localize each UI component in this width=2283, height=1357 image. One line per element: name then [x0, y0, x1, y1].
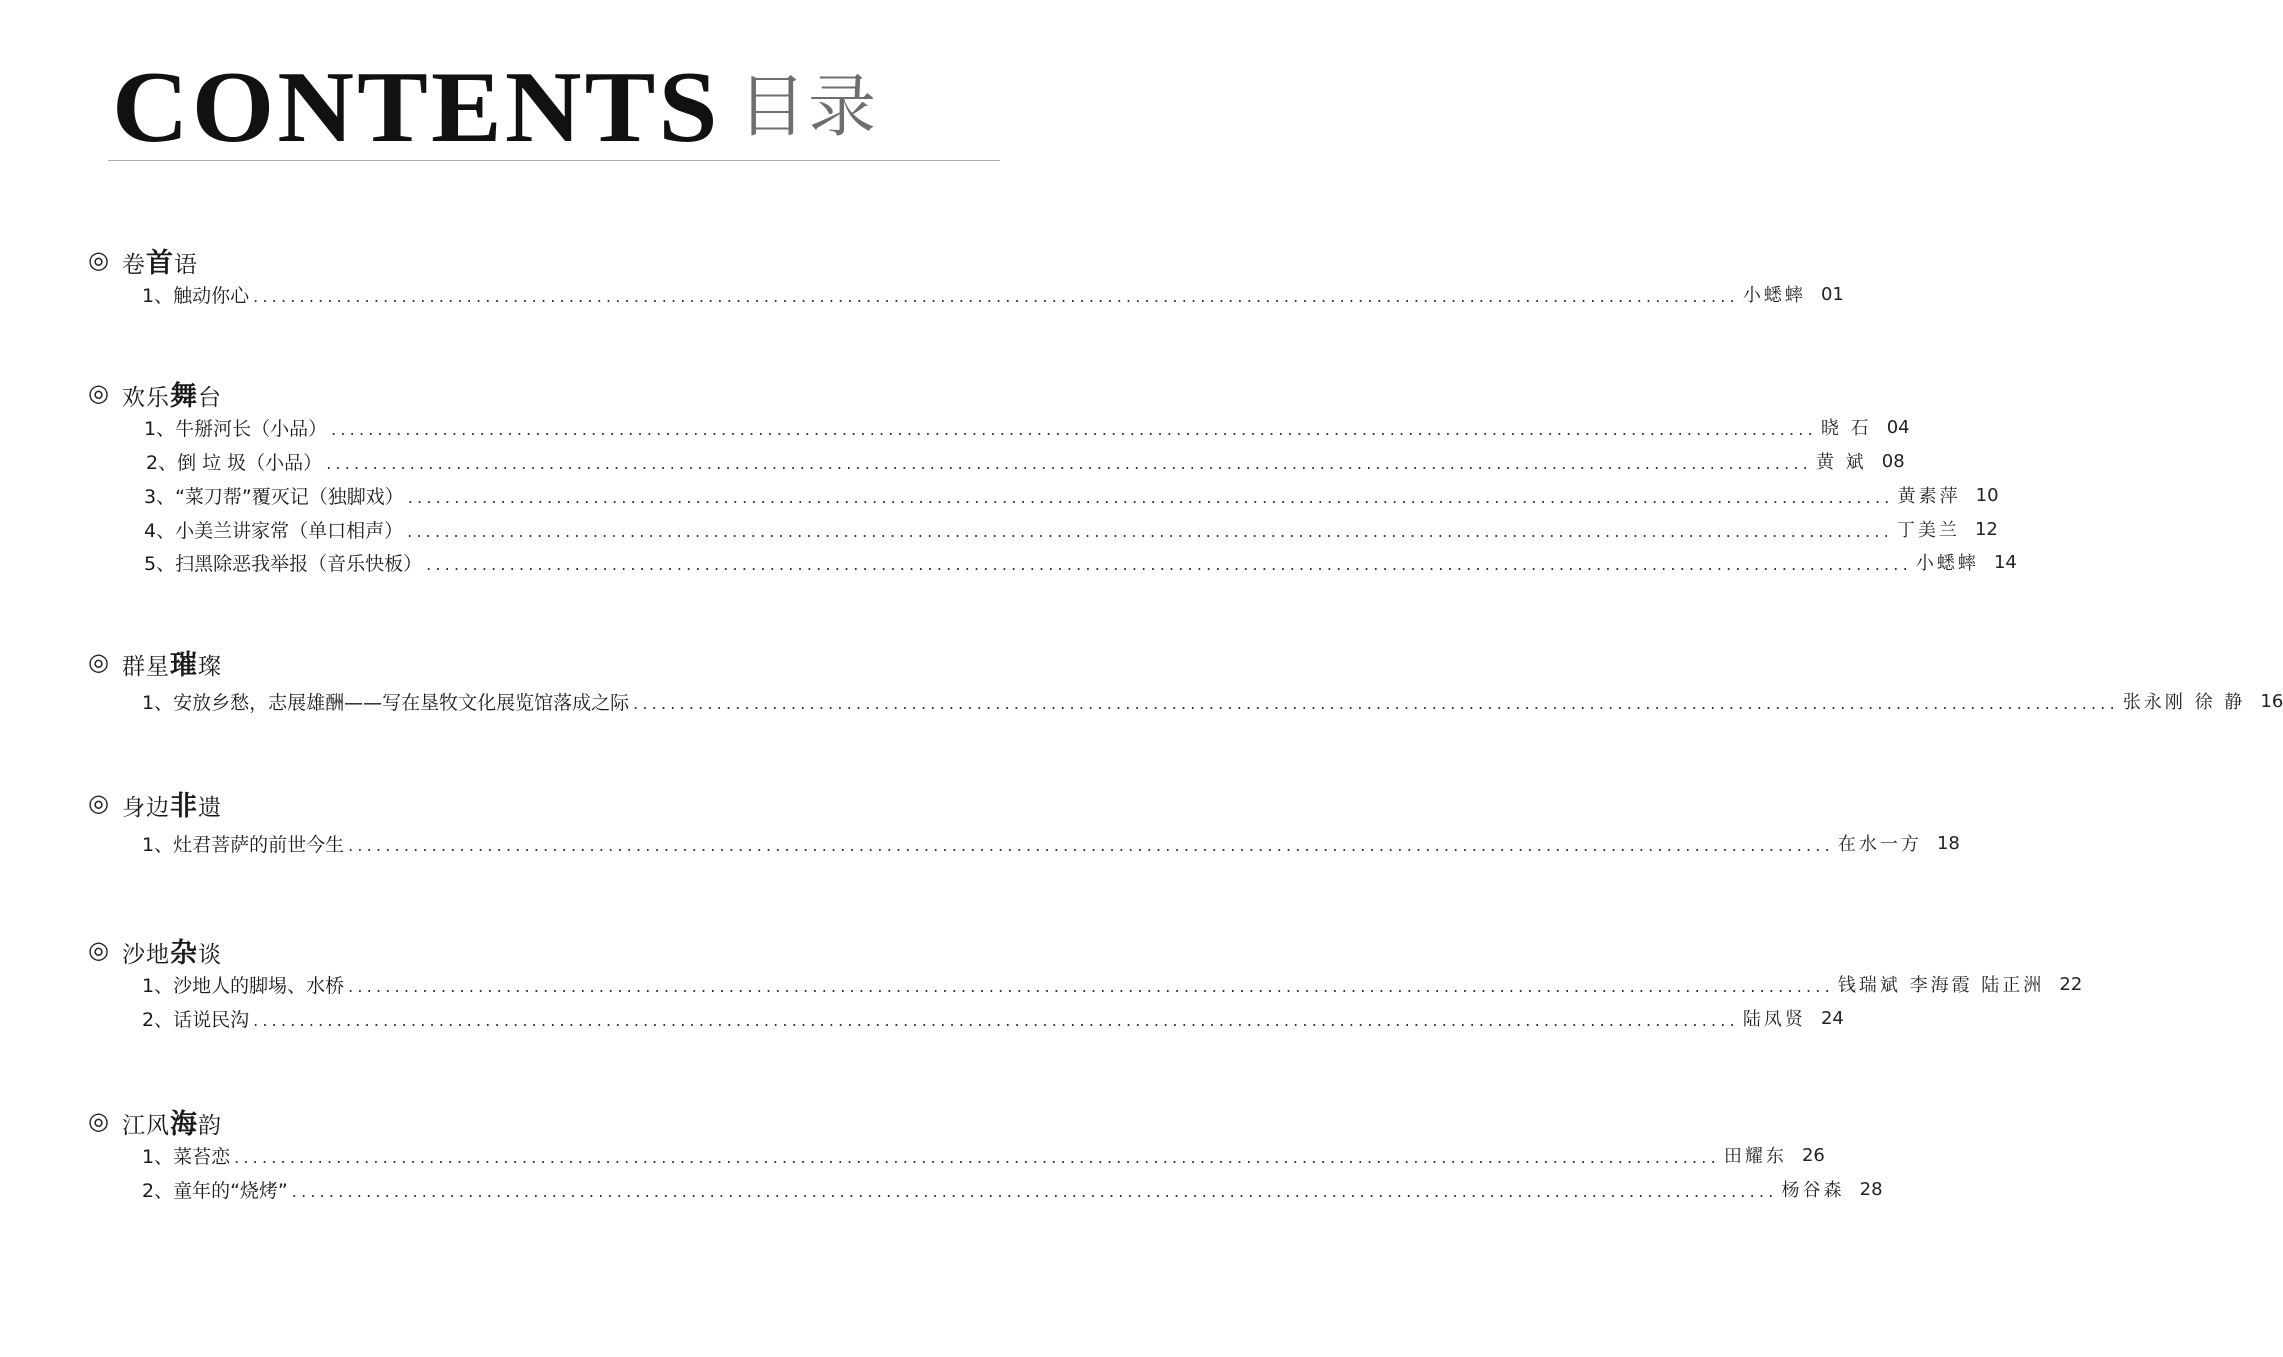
entry-author: 晓 石 [1820, 418, 1872, 439]
entry-title: 话说民沟 [173, 1008, 250, 1031]
entry-title: 灶君菩萨的前世今生 [173, 833, 345, 856]
toc-entry[interactable] [142, 1142, 1825, 1168]
section-heading [88, 933, 222, 967]
section-title: 卷首语 [122, 247, 198, 279]
entry-page: 18 [1936, 832, 1960, 854]
entry-title: “菜刀帮”覆灭记（独脚戏） [175, 485, 404, 508]
section-heading [88, 645, 222, 679]
entry-author: 陆凤贤 [1742, 1009, 1806, 1030]
circle-bullet-icon: ◎ [88, 648, 109, 676]
toc-entry[interactable] [144, 549, 2017, 575]
dot-leader: ................................................................................................................................................................ [407, 522, 1893, 541]
entry-number: 1、 [144, 417, 176, 440]
title-english: CONTENTS [112, 51, 721, 164]
entry-number: 1、 [142, 284, 174, 307]
entry-title: 小美兰讲家常（单口相声） [175, 519, 404, 542]
toc-entry[interactable] [144, 482, 1999, 508]
section-heading [88, 1104, 222, 1138]
entry-author: 钱瑞斌 李海霞 陆正洲 [1837, 975, 2045, 996]
toc-entry[interactable] [142, 1176, 1883, 1202]
entry-page: 10 [1975, 484, 1999, 506]
dot-leader: ................................................................................................................................................................ [348, 977, 1834, 996]
entry-number: 1、 [142, 833, 174, 856]
dot-leader: ................................................................................................................................................................ [426, 555, 1912, 574]
entry-title: 扫黑除恶我举报（音乐快板） [175, 552, 423, 575]
entry-page: 12 [1974, 518, 1998, 540]
entry-title: 菜苔恋 [173, 1145, 231, 1168]
entry-author: 小蟋蟀 [1742, 285, 1806, 306]
entry-page: 22 [2059, 973, 2083, 995]
section-title: 江风海韵 [122, 1108, 222, 1140]
section-title: 欢乐舞台 [122, 380, 222, 412]
entry-number: 5、 [144, 552, 176, 575]
section-title: 沙地杂谈 [122, 937, 222, 969]
section-heading [88, 376, 222, 410]
entry-title: 倒 垃 圾（小品） [177, 451, 323, 474]
circle-bullet-icon: ◎ [88, 1107, 109, 1135]
entry-number: 3、 [144, 485, 176, 508]
circle-bullet-icon: ◎ [88, 789, 109, 817]
dot-leader: ................................................................................................................................................................ [291, 1182, 1778, 1201]
dot-leader: ................................................................................................................................................................ [253, 287, 1739, 306]
toc-entry[interactable] [142, 688, 2283, 714]
toc-entry[interactable] [142, 971, 2083, 997]
title-chinese: 目录 [738, 68, 879, 147]
entry-author: 在水一方 [1837, 834, 1922, 855]
dot-leader: ................................................................................................................................................................ [633, 694, 2119, 713]
entry-number: 1、 [142, 1145, 174, 1168]
circle-bullet-icon: ◎ [88, 246, 109, 274]
entry-page: 14 [1993, 551, 2017, 573]
entry-title: 牛掰河长（小品） [175, 417, 328, 440]
entry-page: 26 [1801, 1144, 1825, 1166]
entry-title: 沙地人的脚埸、水桥 [173, 974, 345, 997]
entry-page: 01 [1820, 283, 1844, 305]
section-heading [88, 243, 198, 277]
circle-bullet-icon: ◎ [88, 379, 109, 407]
dot-leader: ................................................................................................................................................................ [348, 836, 1834, 855]
toc-entry[interactable] [144, 516, 1998, 542]
entry-number: 1、 [142, 974, 174, 997]
dot-leader: ................................................................................................................................................................ [253, 1011, 1739, 1030]
title-divider [108, 160, 1000, 161]
entry-page: 08 [1881, 450, 1905, 472]
entry-number: 2、 [142, 1179, 174, 1202]
entry-number: 4、 [144, 519, 176, 542]
entry-author: 杨谷森 [1781, 1180, 1845, 1201]
toc-entry[interactable] [144, 414, 1910, 440]
entry-page: 24 [1820, 1007, 1844, 1029]
toc-entry[interactable] [142, 830, 1960, 856]
section-heading [88, 786, 222, 820]
entry-title: 童年的“烧烤” [173, 1179, 288, 1202]
dot-leader: ................................................................................................................................................................ [407, 488, 1894, 507]
entry-title: 安放乡愁，志展雄酬——写在垦牧文化展览馆落成之际 [173, 691, 630, 714]
entry-page: 04 [1886, 416, 1910, 438]
entry-author: 黄 斌 [1815, 452, 1867, 473]
entry-number: 1、 [142, 691, 174, 714]
entry-author: 小蟋蟀 [1915, 553, 1979, 574]
entry-page: 28 [1859, 1178, 1883, 1200]
entry-author: 黄素萍 [1897, 486, 1961, 507]
section-title: 群星璀璨 [122, 649, 222, 681]
dot-leader: ................................................................................................................................................................ [326, 454, 1812, 473]
dot-leader: ................................................................................................................................................................ [234, 1148, 1720, 1167]
entry-author: 田耀东 [1723, 1146, 1787, 1167]
entry-author: 张永刚 徐 静 [2122, 692, 2246, 713]
entry-number: 2、 [142, 1008, 174, 1031]
entry-number: 2、 [146, 451, 178, 474]
entry-title: 触动你心 [173, 284, 250, 307]
toc-entry[interactable] [146, 448, 1905, 474]
section-title: 身边非遗 [122, 790, 222, 822]
entry-page: 16 [2260, 690, 2283, 712]
toc-entry[interactable] [142, 1005, 1844, 1031]
entry-author: 丁美兰 [1896, 520, 1960, 541]
circle-bullet-icon: ◎ [88, 936, 109, 964]
toc-entry[interactable] [142, 281, 1844, 307]
dot-leader: ................................................................................................................................................................ [331, 420, 1817, 439]
